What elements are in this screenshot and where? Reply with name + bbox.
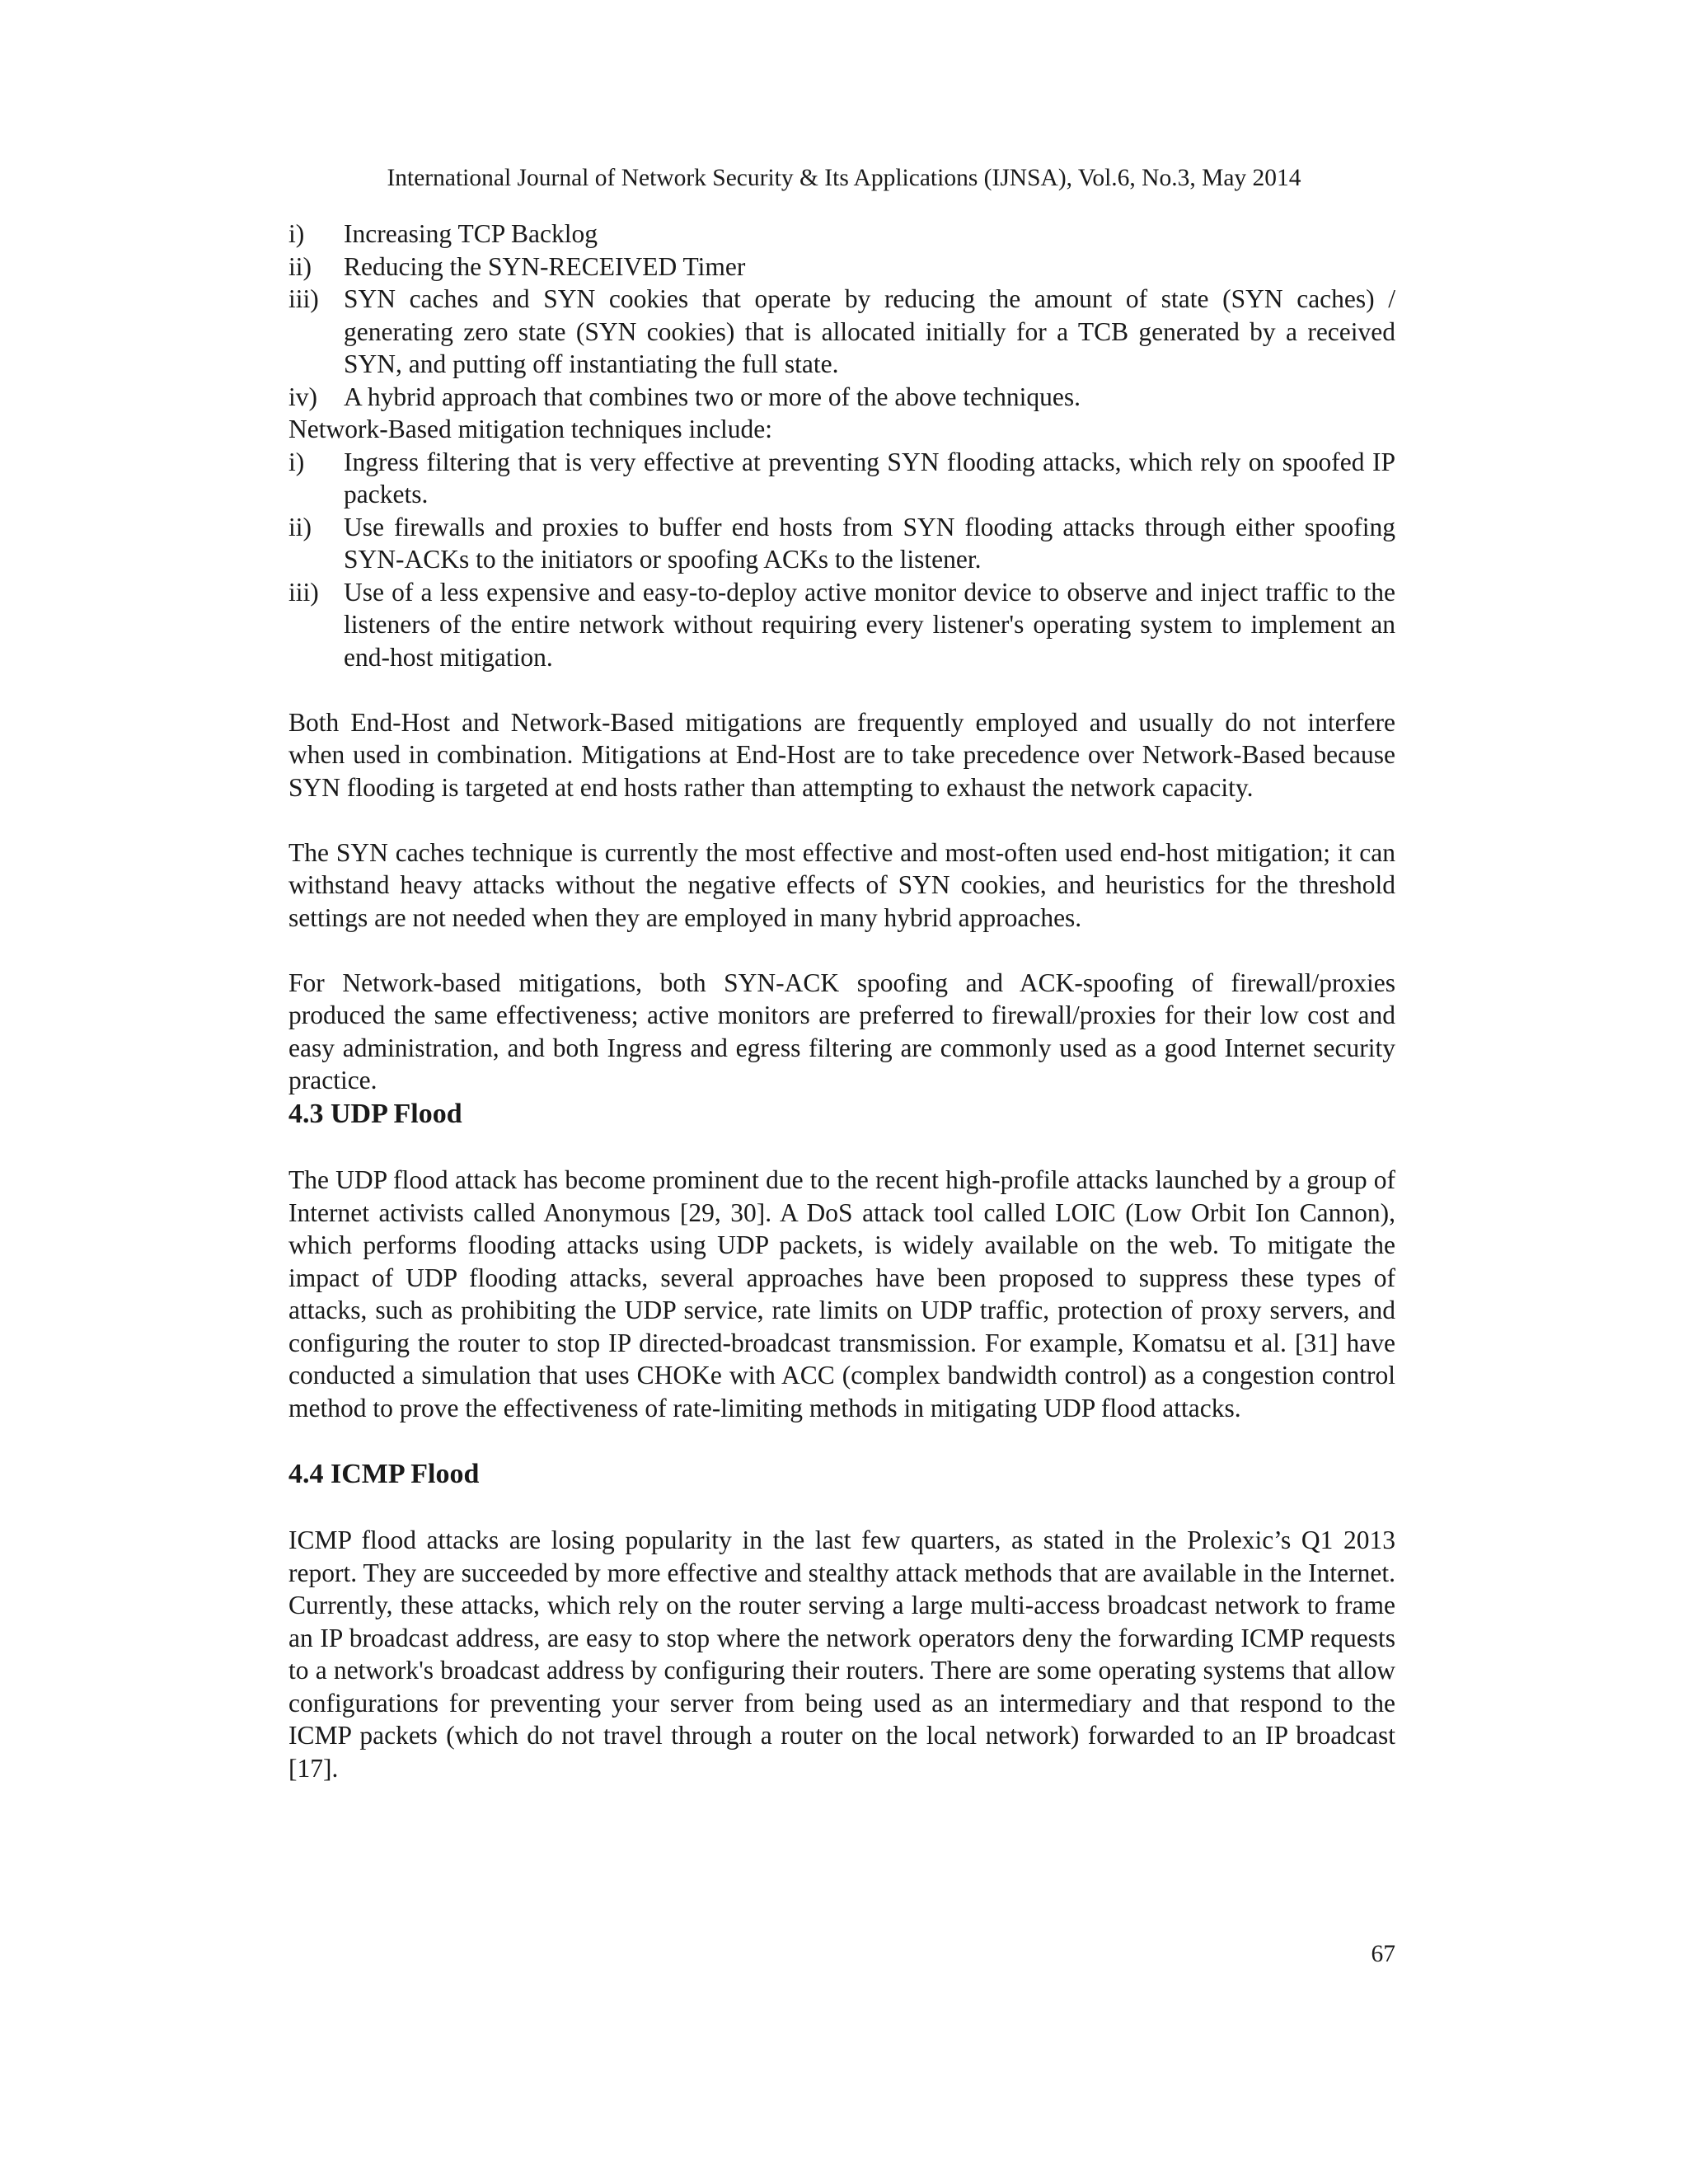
list-item-text: A hybrid approach that combines two or more of the above techniques. [344, 382, 1081, 411]
network-based-intro: Network-Based mitigation techniques include: [288, 415, 772, 443]
list-item-text: Ingress filtering that is very effective at preventing SYN flooding attacks, which rely on spoofed IP packets. [344, 447, 1395, 509]
list-item [288, 576, 1395, 674]
list-item [288, 218, 1395, 251]
section-heading-udp-flood: 4.3 UDP Flood [288, 1098, 462, 1129]
page-number: 67 [1371, 1941, 1395, 1967]
list-item-text: Reducing the SYN-RECEIVED Timer [344, 251, 746, 281]
list-item [288, 511, 1395, 576]
list-item [288, 381, 1395, 414]
end-host-mitigation-list [288, 218, 1395, 413]
paragraph: Both End-Host and Network-Based mitigations are frequently employed and usually do not interfere when used in combination. Mitigations at End-Host are to take precedence over Network-Based because SYN flooding is targeted at end hosts rather than attempting to exhaust the network capacity. [288, 707, 1395, 802]
list-item-number: iii) [288, 284, 319, 313]
list-item-text: SYN caches and SYN cookies that operate by reducing the amount of state (SYN caches) / generating zero state (SYN cookies) that is allocated initially for a TCB generated by a received SYN, and putting off instantiating the full state. [344, 284, 1395, 378]
list-item-number: iv) [288, 382, 317, 411]
paragraph: For Network-based mitigations, both SYN-ACK spoofing and ACK-spoofing of firewall/proxies produced the same effectiveness; active monitors are preferred to firewall/proxies for their low cost and easy administration, and both Ingress and egress filtering are commonly used as a good Internet security practice. [288, 968, 1395, 1094]
list-item-number: ii) [288, 251, 312, 281]
list-item-number: ii) [288, 512, 312, 541]
list-item [288, 283, 1395, 381]
list-item-text: Increasing TCP Backlog [344, 219, 598, 248]
list-item-text: Use of a less expensive and easy-to-deploy active monitor device to observe and inject traffic to the listeners of the entire network without requiring every listener's operating system to implement an end-host mitigation. [344, 577, 1395, 672]
list-item [288, 251, 1395, 284]
list-item [288, 446, 1395, 511]
list-item-number: i) [288, 219, 305, 248]
list-item-number: iii) [288, 577, 319, 607]
list-item-text: Use firewalls and proxies to buffer end hosts from SYN flooding attacks through either spoofing SYN-ACKs to the initiators or spoofing ACKs to the listener. [344, 512, 1395, 574]
paragraph: ICMP flood attacks are losing popularity in the last few quarters, as stated in the Prolexic’s Q1 2013 report. They are succeeded by more effective and stealthy attack methods that are available in the Internet. Currently, these attacks, which rely on the router serving a large multi-access broadcast network to frame an IP broadcast address, are easy to stop where the network operators deny the forwarding ICMP requests to a network's broadcast address by configuring their routers. There are some operating systems that allow configurations for preventing your server from being used as an intermediary and that respond to the ICMP packets (which do not travel through a router on the local network) forwarded to an IP broadcast [17]. [288, 1526, 1395, 1783]
list-item-number: i) [288, 447, 305, 476]
section-heading-icmp-flood: 4.4 ICMP Flood [288, 1458, 480, 1489]
paragraph: The SYN caches technique is currently the most effective and most-often used end-host mitigation; it can withstand heavy attacks without the negative effects of SYN cookies, and heuristics for the threshold settings are not needed when they are employed in many hybrid approaches. [288, 837, 1395, 932]
running-header: International Journal of Network Security & Its Applications (IJNSA), Vol.6, No.3, May 2014 [387, 165, 1301, 191]
network-based-mitigation-list [288, 446, 1395, 674]
paragraph: The UDP flood attack has become prominent due to the recent high-profile attacks launched by a group of Internet activists called Anonymous [29, 30]. A DoS attack tool called LOIC (Low Orbit Ion Cannon), which performs flooding attacks using UDP packets, is widely available on the web. To mitigate the impact of UDP flooding attacks, several approaches have been proposed to suppress these types of attacks, such as prohibiting the UDP service, rate limits on UDP traffic, protection of proxy servers, and configuring the router to stop IP directed-broadcast transmission. For example, Komatsu et al. [31] have conducted a simulation that uses CHOKe with ACC (complex bandwidth control) as a congestion control method to prove the effectiveness of rate-limiting methods in mitigating UDP flood attacks. [288, 1165, 1395, 1422]
page-body [288, 218, 1395, 1784]
